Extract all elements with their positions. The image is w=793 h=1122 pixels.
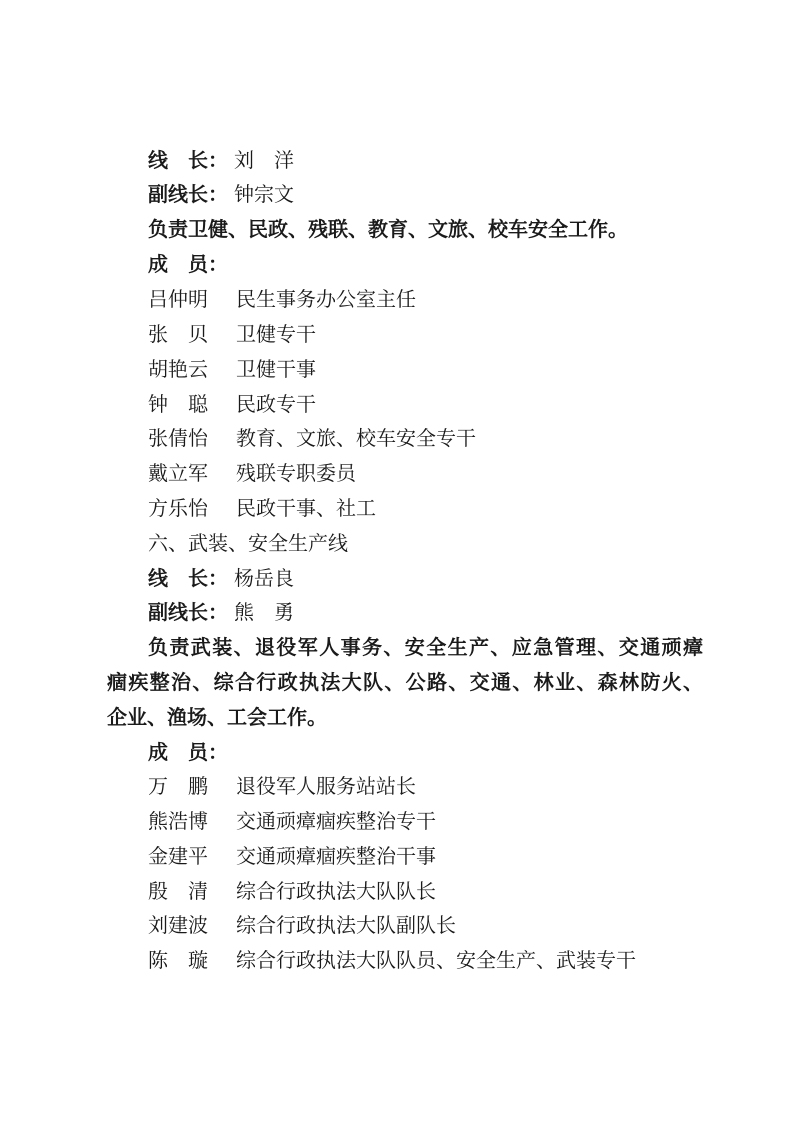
member-role: 卫健干事 (236, 357, 316, 381)
member-role: 退役军人服务站站长 (236, 774, 416, 798)
member-role: 教育、文旅、校车安全专干 (236, 426, 476, 450)
deputy-name: 熊 勇 (234, 600, 294, 624)
member-row (148, 943, 636, 977)
member-role: 综合行政执法大队队长 (236, 879, 436, 903)
deputy-label: 副线长： (148, 600, 228, 624)
sec5-deputy-line (148, 177, 294, 211)
member-role: 综合行政执法大队队员、安全生产、武装专干 (236, 948, 636, 972)
member-row (148, 387, 316, 421)
member-name: 戴立军 (148, 461, 208, 485)
member-role: 民政干事、社工 (236, 496, 376, 520)
member-role: 综合行政执法大队副队长 (236, 913, 456, 937)
member-row (148, 874, 436, 908)
member-name: 张倩怡 (148, 426, 208, 450)
member-row (148, 908, 456, 942)
member-role: 交通顽瘴痼疾整治专干 (236, 809, 436, 833)
leader-name: 刘 洋 (234, 148, 294, 172)
sec6-members-label: 成 员： (148, 740, 228, 764)
member-role: 民生事务办公室主任 (236, 287, 416, 311)
leader-label: 线 长： (148, 148, 228, 172)
member-row (148, 456, 356, 490)
member-row (148, 352, 316, 386)
deputy-name: 钟宗文 (234, 182, 294, 206)
member-name: 吕仲明 (148, 287, 208, 311)
member-role: 民政专干 (236, 392, 316, 416)
leader-name: 杨岳良 (234, 566, 294, 590)
member-name: 钟 聪 (148, 392, 208, 416)
sec5-leader-line (148, 143, 294, 177)
sec6-leader-line (148, 561, 294, 595)
sec5-duty: 负责卫健、民政、残联、教育、文旅、校车安全工作。 (148, 217, 628, 241)
sec6-duty-line-2 (107, 665, 703, 699)
member-name: 刘建波 (148, 913, 208, 937)
sec5-members-label: 成 员： (148, 252, 228, 276)
sec6-duty-text-2: 痼疾整治、综合行政执法大队、公路、交通、林业、森林防火、 (107, 670, 703, 694)
member-role: 交通顽瘴痼疾整治干事 (236, 844, 436, 868)
sec6-duty-text-1: 负责武装、退役军人事务、安全生产、应急管理、交通顽瘴 (148, 635, 703, 659)
sec6-duty-line-1 (148, 630, 703, 664)
member-row (148, 282, 416, 316)
leader-label: 线 长： (148, 566, 228, 590)
sec6-deputy-line (148, 595, 294, 629)
member-name: 万 鹏 (148, 774, 208, 798)
member-name: 陈 璇 (148, 948, 208, 972)
deputy-label: 副线长： (148, 182, 228, 206)
member-name: 胡艳云 (148, 357, 208, 381)
member-role: 残联专职委员 (236, 461, 356, 485)
member-row (148, 769, 416, 803)
member-name: 张 贝 (148, 322, 208, 346)
member-row (148, 491, 376, 525)
member-name: 金建平 (148, 844, 208, 868)
member-name: 熊浩博 (148, 809, 208, 833)
sec6-heading: 六、武装、安全生产线 (148, 531, 348, 555)
member-row (148, 839, 436, 873)
member-row (148, 317, 316, 351)
member-role: 卫健专干 (236, 322, 316, 346)
member-row (148, 804, 436, 838)
member-name: 殷 清 (148, 879, 208, 903)
member-name: 方乐怡 (148, 496, 208, 520)
sec6-duty-line-3: 企业、渔场、工会工作。 (107, 705, 327, 729)
member-row (148, 421, 476, 455)
